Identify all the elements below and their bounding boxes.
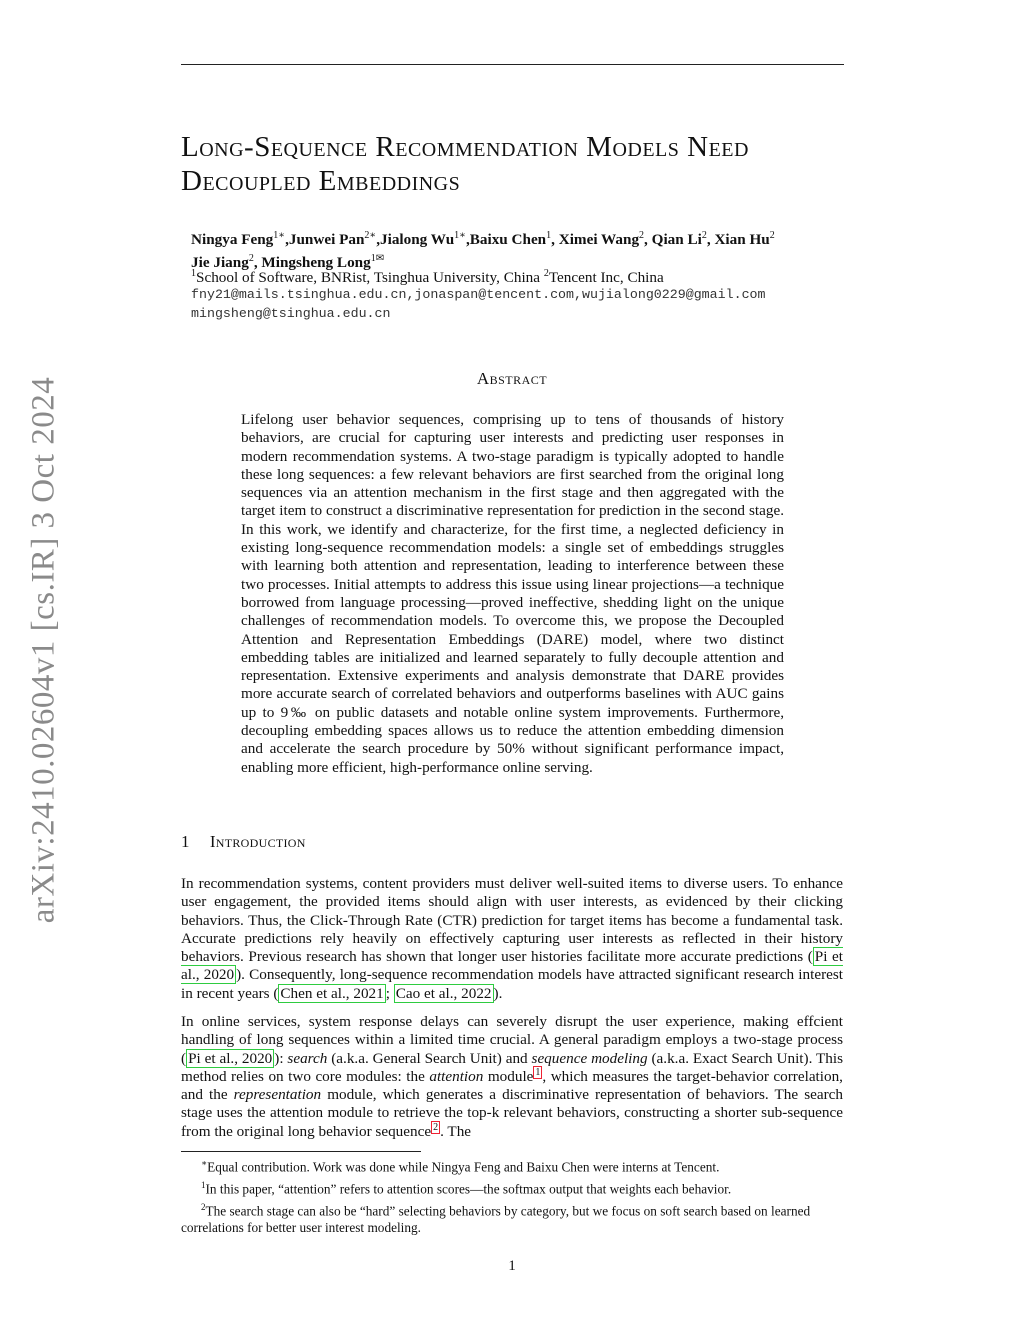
- abstract-heading: Abstract: [476, 369, 548, 388]
- author-mark: 2: [364, 230, 370, 241]
- section-number: 1: [181, 832, 190, 851]
- intro-paragraph-1: In recommendation systems, content providers must deliver well-suited items to diverse users. To enhance user engagement, the provided items should align with user interests, as evidenced by their clicking behaviors. Thus, the Click-Through Rate (CTR) prediction for target items has become a fundamental task. Accurate predictions rely heavily on effectively capturing user interests as reflected in their history behaviors. Previous research has shown that longer user histories facilitate more accurate predictions ( Pi et al., 2020 ). Consequently, long-sequence recommendation models have attracted significant research interest in recent years ( Chen et al., 2021 ; Cao et al., 2022 ).: [181, 875, 843, 1002]
- author-mark: 1: [454, 230, 460, 241]
- citation-link[interactable]: Pi et al., 2020: [181, 948, 843, 984]
- equal-contribution-mark: ∗: [459, 230, 466, 241]
- page-number: 1: [508, 1257, 516, 1274]
- author-name: Mingsheng Long: [261, 254, 371, 272]
- footnote-item: $^1$In this paper, “attention” refers to attention scores—the softmax output that weights each behavior.: [201, 1179, 732, 1197]
- arxiv-identifier[interactable]: arXiv:2410.02604v1 [cs.IR] 3 Oct 2024: [25, 376, 62, 924]
- author-mark: 1: [273, 230, 279, 241]
- author-mark: 2: [639, 230, 645, 241]
- author-name: Xian Hu: [714, 231, 770, 249]
- section-heading: [181, 832, 306, 852]
- footnotes: [181, 1155, 843, 1237]
- author-mark: 2: [701, 230, 707, 241]
- footnote-item: ∗Equal contribution. Work was done while Ningya Feng and Baixu Chen were interns at Tencent.: [201, 1158, 720, 1175]
- section-title: Introduction: [209, 832, 306, 851]
- paper-title-line-2: Decoupled Embeddings: [181, 165, 461, 197]
- author-mark: 2: [248, 253, 254, 265]
- footnote-item: $^2$The search stage can also be “hard” selecting behaviors by category, but we focus on soft search based on learned correlations for better user interest modeling.: [181, 1201, 811, 1235]
- author-name: Qian Li: [651, 231, 702, 249]
- intro-paragraph-2: In online services, system response delays can severely disrupt the user experience, making effcient handling of long sequences within a limited time crucial. A general paradigm employs a two-stage process ( Pi et al., 2020 ): search (a.k.a. General Search Unit) and sequence modeling (a.k.a. Exact Search Unit). This method relies on two core modules: the attention module $^1$ , which measures the target-behavior correlation, and the representation module, which generates a discriminative representation of behaviors. The search stage uses the attention module to retrieve the top-k relevant behaviors, constructing a shorter sub-sequence from the original long behavior sequence $^2$ . The: [181, 1013, 844, 1140]
- email-line-1[interactable]: fny21@mails.tsinghua.edu.cn,jonaspan@tencent.com,wujialong0229@gmail.com: [191, 287, 766, 302]
- footnote-rule: [181, 1151, 421, 1152]
- author-name: Ningya Feng: [191, 231, 274, 249]
- paper-title-line-1: Long-Sequence Recommendation Models Need: [181, 131, 749, 163]
- equal-contribution-mark: ∗: [369, 230, 377, 241]
- equal-contribution-mark: ∗: [278, 230, 286, 241]
- footnote-link[interactable]: 2: [433, 1121, 439, 1133]
- author-line-2: Jie Jiang$^2$, Mingsheng Long$^{1✉}$: [191, 253, 385, 272]
- citation-link[interactable]: Pi et al., 2020: [188, 1049, 273, 1067]
- author-mark: 2: [769, 230, 775, 241]
- citation-link[interactable]: Chen et al., 2021: [280, 984, 384, 1002]
- author-mark: 1: [546, 230, 552, 241]
- author-mark: 1✉: [370, 253, 385, 265]
- author-name: Jie Jiang: [191, 254, 249, 272]
- abstract-body: Lifelong user behavior sequences, comprising up to tens of thousands of history behaviors, are crucial for capturing user interests and predicting user responses in modern recommendation systems. A two-stage paradigm is typically adopted to handle these long sequences: a few relevant behaviors are first searched from the original long sequences via an attention mechanism in the first stage and then aggregated with the target item to construct a discriminative representation for prediction in the second stage. In this work, we identify and characterize, for the first time, a neglected deficiency in existing long-sequence recommendation models: a single set of embeddings struggles with learning both attention and representation, leading to interference between these two processes. Initial attempts to address this issue using linear projections—a technique borrowed from language processing—proved ineffective, shedding light on the unique challenges of recommendation models. To overcome this, we propose the Decoupled Attention and Representation Embeddings (DARE) model, where two distinct embedding tables are initialized and learned separately to fully decouple attention and representation. Extensive experiments and analysis demonstrate that DARE provides more accurate search of correlated behaviors and outperforms baselines with AUC gains up to 9‰ on public datasets and notable online system improvements. Furthermore, decoupling embedding spaces allows us to reduce the attention embedding dimension and accelerate the search procedure by 50% without significant performance impact, enabling more efficient, high-performance online serving.: [241, 411, 784, 776]
- author-line-1: Ningya Feng$^{1∗}$,Junwei Pan$^{2∗}$,Jialong $Wu^{1∗},Baixu$ Chen$^1$, Ximei Wang$^2$, Qian Li$^2$, Xian Hu$^2$: [191, 230, 775, 249]
- author-name: Ximei Wang: [558, 231, 640, 249]
- author-name: Junwei Pan: [288, 231, 365, 249]
- footnote-link[interactable]: 1: [535, 1066, 541, 1078]
- author-name: Baixu Chen: [469, 231, 547, 249]
- author-emails: [191, 285, 766, 323]
- email-line-2[interactable]: mingsheng@tsinghua.edu.cn: [191, 306, 391, 321]
- affiliations: $^1$School of Software, BNRist, Tsinghua University, China $^2$Tencent Inc, China: [191, 268, 664, 287]
- header-rule: [181, 64, 844, 65]
- paper-title: [181, 130, 851, 198]
- author-name: Jialong Wu: [380, 231, 455, 249]
- citation-link[interactable]: Cao et al., 2022: [395, 984, 492, 1002]
